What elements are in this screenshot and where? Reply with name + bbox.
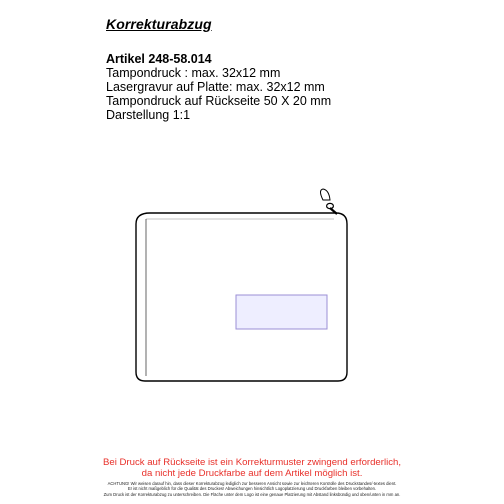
article-number: Artikel 248-58.014 <box>106 52 212 66</box>
warning-line-1: Bei Druck auf Rückseite ist ein Korrekturmuster zwingend erforderlich, <box>102 457 402 468</box>
spec-scale: Darstellung 1:1 <box>106 108 191 122</box>
spec-laser-engraving: Lasergravur auf Platte: max. 32x12 mm <box>106 80 325 94</box>
spec-pad-print: Tampondruck : max. 32x12 mm <box>106 66 281 80</box>
fine-print-line-1: ACHTUNG! Wir weisen darauf hin, dass dieser Korrekturabzug lediglich zur besseren Ansicht sowie zur leichteren Kontrolle des Druckstandes/-textes dient. <box>107 481 397 486</box>
print-area-box <box>236 295 327 329</box>
spec-back-print: Tampondruck auf Rückseite 50 X 20 mm <box>106 94 332 108</box>
fine-print-line-2: Er ist nicht maßgeblich für die Qualität des Druckes! Abweichungen hinsichtlich Logoplatzierung und Druckfarben bleiben vorbehalten. <box>127 486 377 492</box>
zipper-pull-icon <box>321 189 338 214</box>
page-title: Korrekturabzug <box>106 16 212 32</box>
warning-notice <box>0 457 504 479</box>
fine-print <box>0 481 504 497</box>
fine-print-line-3: Zum Druck ist der Korrekturabzug zu unterschreiben. Die Fläche unter dem Logo ist eine genaue Platzierung mit Abstand linksbündig und oben/unten in mm an. <box>103 491 401 497</box>
warning-line-2: da nicht jede Druckfarbe auf dem Artikel möglich ist. <box>141 468 363 479</box>
